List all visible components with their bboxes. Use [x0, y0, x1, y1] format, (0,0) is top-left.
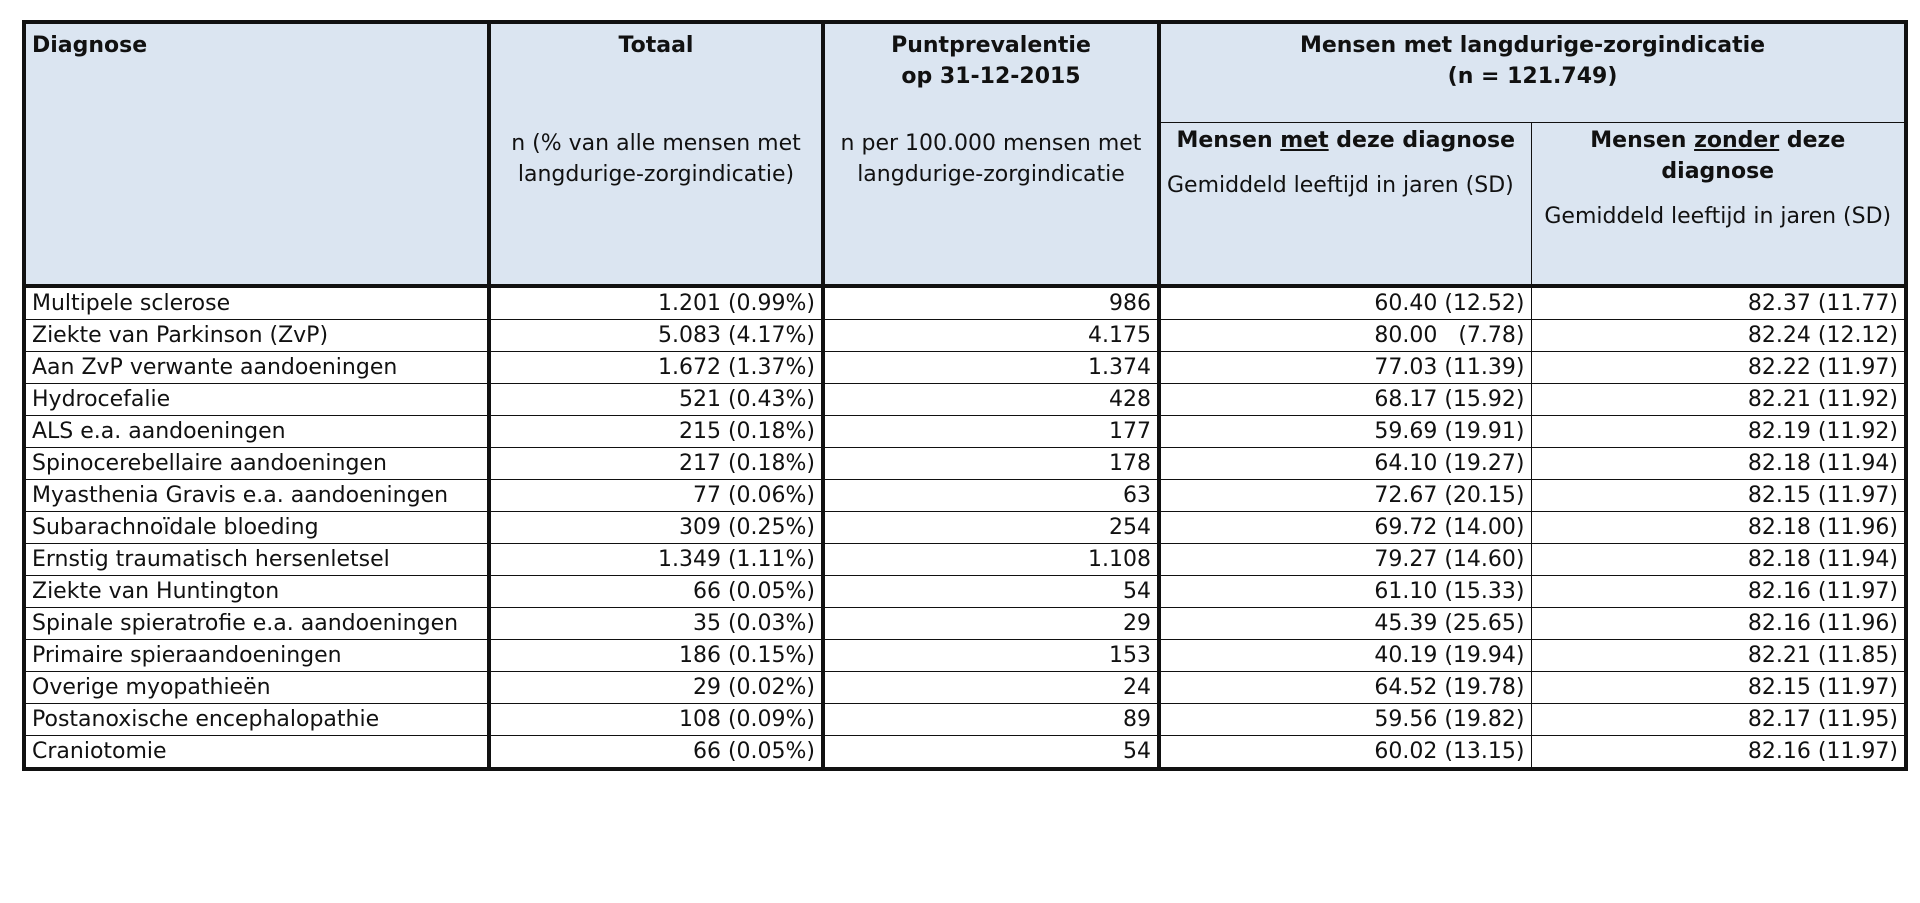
- cell-totaal: 1.349 (1.11%): [489, 544, 823, 576]
- cell-zonder-diagnose: 82.22 (11.97): [1531, 352, 1906, 384]
- cell-met-diagnose: 64.52 (19.78): [1159, 672, 1531, 704]
- header-totaal-sub: n (% van alle mensen met langdurige-zorgindicatie): [511, 131, 801, 187]
- cell-puntprevalentie: 153: [823, 640, 1159, 672]
- cell-met-diagnose: 77.03 (11.39): [1159, 352, 1531, 384]
- cell-totaal: 1.201 (0.99%): [489, 286, 823, 320]
- table-row: [24, 448, 1906, 480]
- table-row: [24, 384, 1906, 416]
- table-row: [24, 704, 1906, 736]
- cell-zonder-diagnose: 82.16 (11.96): [1531, 608, 1906, 640]
- cell-totaal: 521 (0.43%): [489, 384, 823, 416]
- header-punt-title-2: op 31-12-2015: [901, 64, 1081, 89]
- cell-puntprevalentie: 178: [823, 448, 1159, 480]
- table-row: [24, 480, 1906, 512]
- header-met: Mensen met deze diagnose Gemiddeld leeftijd in jaren (SD): [1159, 122, 1531, 286]
- table-row: [24, 608, 1906, 640]
- cell-met-diagnose: 64.10 (19.27): [1159, 448, 1531, 480]
- table-row: [24, 576, 1906, 608]
- cell-met-diagnose: 68.17 (15.92): [1159, 384, 1531, 416]
- cell-met-diagnose: 61.10 (15.33): [1159, 576, 1531, 608]
- header-puntprevalentie: [823, 22, 1159, 286]
- cell-puntprevalentie: 29: [823, 608, 1159, 640]
- cell-puntprevalentie: 254: [823, 512, 1159, 544]
- cell-puntprevalentie: 4.175: [823, 320, 1159, 352]
- cell-zonder-diagnose: 82.18 (11.96): [1531, 512, 1906, 544]
- cell-zonder-diagnose: 82.15 (11.97): [1531, 672, 1906, 704]
- table-row: [24, 736, 1906, 770]
- cell-totaal: 5.083 (4.17%): [489, 320, 823, 352]
- cell-diagnose: Overige myopathieën: [24, 672, 489, 704]
- cell-puntprevalentie: 428: [823, 384, 1159, 416]
- cell-zonder-diagnose: 82.15 (11.97): [1531, 480, 1906, 512]
- cell-zonder-diagnose: 82.16 (11.97): [1531, 736, 1906, 770]
- cell-diagnose: Multipele sclerose: [24, 286, 489, 320]
- cell-met-diagnose: 40.19 (19.94): [1159, 640, 1531, 672]
- cell-diagnose: Spinocerebellaire aandoeningen: [24, 448, 489, 480]
- table-row: [24, 640, 1906, 672]
- cell-zonder-diagnose: 82.24 (12.12): [1531, 320, 1906, 352]
- table-row: [24, 320, 1906, 352]
- table-row: [24, 286, 1906, 320]
- cell-diagnose: Primaire spieraandoeningen: [24, 640, 489, 672]
- cell-met-diagnose: 69.72 (14.00): [1159, 512, 1531, 544]
- table-row: [24, 352, 1906, 384]
- header-totaal-title: Totaal: [618, 33, 694, 58]
- cell-puntprevalentie: 54: [823, 576, 1159, 608]
- cell-met-diagnose: 60.02 (13.15): [1159, 736, 1531, 770]
- cell-met-diagnose: 45.39 (25.65): [1159, 608, 1531, 640]
- cell-puntprevalentie: 986: [823, 286, 1159, 320]
- diagnosis-table: [22, 20, 1908, 771]
- header-group: [1159, 22, 1906, 122]
- table-row: [24, 544, 1906, 576]
- cell-diagnose: ALS e.a. aandoeningen: [24, 416, 489, 448]
- cell-totaal: 35 (0.03%): [489, 608, 823, 640]
- header-zonder-sub: Gemiddeld leeftijd in jaren (SD): [1544, 203, 1892, 229]
- cell-zonder-diagnose: 82.16 (11.97): [1531, 576, 1906, 608]
- cell-zonder-diagnose: 82.21 (11.85): [1531, 640, 1906, 672]
- cell-zonder-diagnose: 82.21 (11.92): [1531, 384, 1906, 416]
- cell-met-diagnose: 80.00 (7.78): [1159, 320, 1531, 352]
- cell-totaal: 1.672 (1.37%): [489, 352, 823, 384]
- cell-totaal: 77 (0.06%): [489, 480, 823, 512]
- cell-zonder-diagnose: 82.17 (11.95): [1531, 704, 1906, 736]
- cell-puntprevalentie: 54: [823, 736, 1159, 770]
- header-group-title-1: Mensen met langdurige-zorgindicatie: [1299, 33, 1766, 58]
- cell-diagnose: Subarachnoïdale bloeding: [24, 512, 489, 544]
- cell-totaal: 108 (0.09%): [489, 704, 823, 736]
- table-header: [24, 22, 1906, 286]
- cell-totaal: 217 (0.18%): [489, 448, 823, 480]
- cell-met-diagnose: 72.67 (20.15): [1159, 480, 1531, 512]
- cell-diagnose: Spinale spieratrofie e.a. aandoeningen: [24, 608, 489, 640]
- cell-totaal: 29 (0.02%): [489, 672, 823, 704]
- cell-met-diagnose: 79.27 (14.60): [1159, 544, 1531, 576]
- cell-diagnose: Ziekte van Huntington: [24, 576, 489, 608]
- cell-diagnose: Myasthenia Gravis e.a. aandoeningen: [24, 480, 489, 512]
- header-punt-sub: n per 100.000 mensen met langdurige-zorgindicatie: [840, 131, 1142, 187]
- cell-puntprevalentie: 63: [823, 480, 1159, 512]
- header-met-sub: Gemiddeld leeftijd in jaren (SD): [1167, 172, 1514, 198]
- cell-puntprevalentie: 24: [823, 672, 1159, 704]
- cell-totaal: 186 (0.15%): [489, 640, 823, 672]
- header-punt-title-1: Puntprevalentie: [891, 33, 1091, 58]
- table-row: [24, 416, 1906, 448]
- cell-totaal: 309 (0.25%): [489, 512, 823, 544]
- cell-zonder-diagnose: 82.18 (11.94): [1531, 448, 1906, 480]
- cell-diagnose: Ernstig traumatisch hersenletsel: [24, 544, 489, 576]
- cell-diagnose: Aan ZvP verwante aandoeningen: [24, 352, 489, 384]
- header-group-title-2: (n = 121.749): [1447, 64, 1618, 89]
- cell-diagnose: Ziekte van Parkinson (ZvP): [24, 320, 489, 352]
- cell-totaal: 66 (0.05%): [489, 736, 823, 770]
- cell-puntprevalentie: 89: [823, 704, 1159, 736]
- table-row: [24, 672, 1906, 704]
- cell-puntprevalentie: 177: [823, 416, 1159, 448]
- cell-totaal: 215 (0.18%): [489, 416, 823, 448]
- cell-totaal: 66 (0.05%): [489, 576, 823, 608]
- cell-puntprevalentie: 1.374: [823, 352, 1159, 384]
- cell-met-diagnose: 59.69 (19.91): [1159, 416, 1531, 448]
- cell-zonder-diagnose: 82.18 (11.94): [1531, 544, 1906, 576]
- header-zonder: Mensen zonder deze diagnose Gemiddeld leeftijd in jaren (SD): [1531, 122, 1906, 286]
- cell-diagnose: Hydrocefalie: [24, 384, 489, 416]
- cell-zonder-diagnose: 82.37 (11.77): [1531, 286, 1906, 320]
- cell-diagnose: Postanoxische encephalopathie: [24, 704, 489, 736]
- header-totaal: [489, 22, 823, 286]
- table-row: [24, 512, 1906, 544]
- header-diagnose: Diagnose: [24, 22, 489, 286]
- cell-zonder-diagnose: 82.19 (11.92): [1531, 416, 1906, 448]
- cell-diagnose: Craniotomie: [24, 736, 489, 770]
- cell-met-diagnose: 60.40 (12.52): [1159, 286, 1531, 320]
- table-body: [24, 286, 1906, 769]
- diagnosis-table-wrapper: [22, 20, 1904, 771]
- cell-met-diagnose: 59.56 (19.82): [1159, 704, 1531, 736]
- cell-puntprevalentie: 1.108: [823, 544, 1159, 576]
